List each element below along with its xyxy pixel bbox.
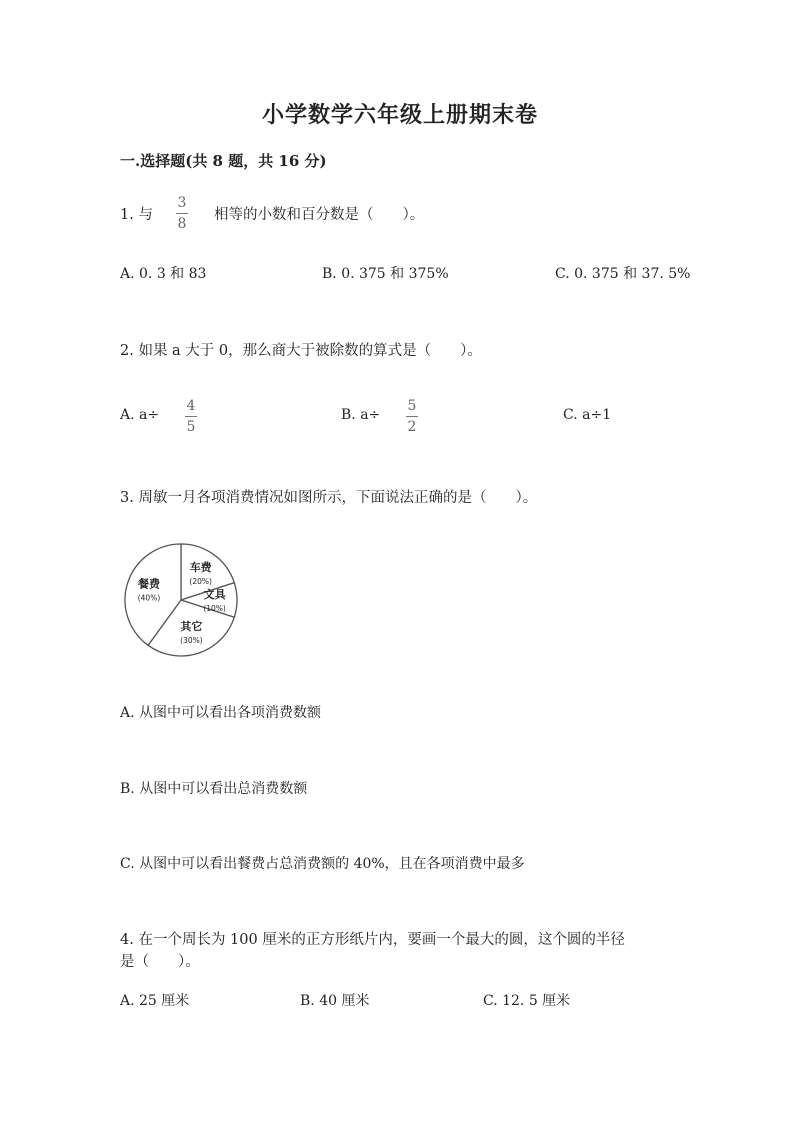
q2-option-c[interactable]: C. a÷1 xyxy=(563,407,612,423)
q1-option-b[interactable]: B. 0. 375 和 375% xyxy=(322,266,449,282)
q2-option-b[interactable]: B. a÷ xyxy=(341,407,381,423)
q3-pie-chart xyxy=(124,540,240,660)
q2-b-denominator: 2 xyxy=(407,419,417,435)
q3-stem: 3. 周敏一月各项消费情况如图所示，下面说法正确的是（ ）。 xyxy=(120,490,538,506)
q1-fraction xyxy=(176,196,188,232)
pie-slice-value-label: (10%) xyxy=(203,604,226,613)
pie-slice-label: 餐费 xyxy=(138,577,160,591)
q3-option-a[interactable]: A. 从图中可以看出各项消费数额 xyxy=(120,705,322,721)
q4-stem-line2: 是（ ）。 xyxy=(120,954,200,970)
q2-b-numerator: 5 xyxy=(407,398,417,414)
pie-slice-label: 其它 xyxy=(180,620,203,633)
q2-stem: 2. 如果 a 大于 0，那么商大于被除数的算式是（ ）。 xyxy=(120,343,482,359)
q4-option-b[interactable]: B. 40 厘米 xyxy=(300,993,370,1009)
q4-option-c[interactable]: C. 12. 5 厘米 xyxy=(483,993,571,1009)
q1-stem-pre: 1. 与 xyxy=(120,207,153,223)
q2-a-numerator: 4 xyxy=(186,398,196,414)
q2-option-a-fraction xyxy=(185,399,197,435)
q1-option-a[interactable]: A. 0. 3 和 83 xyxy=(120,266,207,282)
q3-option-c[interactable]: C. 从图中可以看出餐费占总消费额的 40%，且在各项消费中最多 xyxy=(120,856,525,872)
q1-fraction-numerator: 3 xyxy=(177,195,187,211)
q4-stem-line1: 4. 在一个周长为 100 厘米的正方形纸片内，要画一个最大的圆，这个圆的半径 xyxy=(120,932,625,948)
q2-option-a[interactable]: A. a÷ xyxy=(120,407,160,423)
q1-stem-post: 相等的小数和百分数是（ ）。 xyxy=(214,207,425,223)
q2-a-denominator: 5 xyxy=(186,419,196,435)
fraction-bar xyxy=(176,213,188,214)
page-title: 小学数学六年级上册期末卷 xyxy=(261,102,538,128)
section-heading: 一.选择题(共 8 题，共 16 分) xyxy=(120,152,327,170)
pie-slice-label: 文具 xyxy=(203,588,226,601)
pie-slice-value-label: (20%) xyxy=(189,576,212,586)
pie-slice-value-label: (40%) xyxy=(137,593,161,603)
q3-option-b[interactable]: B. 从图中可以看出总消费数额 xyxy=(120,781,308,797)
q1-option-c[interactable]: C. 0. 375 和 37. 5% xyxy=(555,266,691,282)
pie-slice-value-label: (30%) xyxy=(180,636,203,645)
q1-fraction-denominator: 8 xyxy=(177,216,187,232)
fraction-bar xyxy=(185,416,197,417)
fraction-bar xyxy=(406,416,418,417)
q4-option-a[interactable]: A. 25 厘米 xyxy=(120,993,190,1009)
q2-option-b-fraction xyxy=(406,399,418,435)
pie-slice-label: 车费 xyxy=(189,560,212,574)
